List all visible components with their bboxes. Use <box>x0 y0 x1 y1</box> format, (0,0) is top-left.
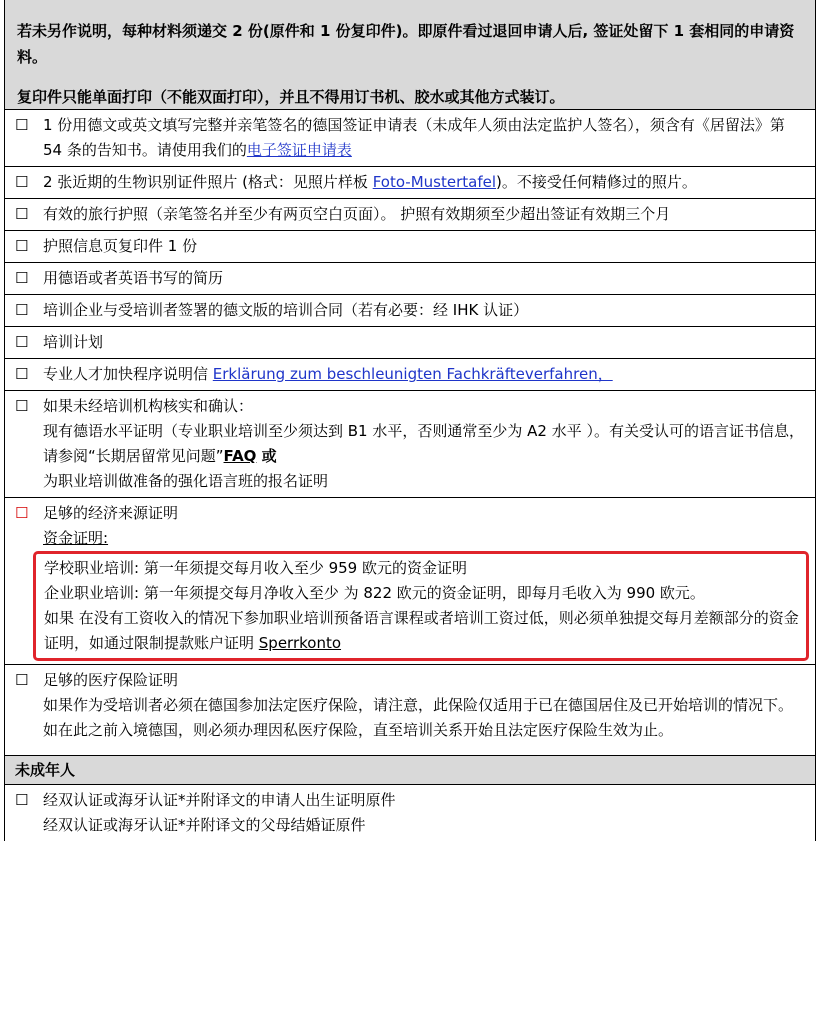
item-text: 用德语或者英语书写的简历 <box>43 269 224 287</box>
checkbox-icon[interactable]: ☐ <box>15 237 29 255</box>
item-text: 1 份用德文或英文填写完整并亲笔签名的德国签证申请表（未成年人须由法定监护人签名），须含有《居留法》第 54 条的告知书。请使用我们的 <box>43 116 785 159</box>
language-requirement: 现有德语水平证明（专业职业培训至少须达到 B1 水平，否则通常至少为 A2 水平 ）。有关受认可的语言证书信息，请参阅“长期居留常见问题” <box>43 422 804 465</box>
checkbox-icon[interactable]: ☐ <box>15 301 29 319</box>
item-cv <box>5 263 815 295</box>
fast-track-declaration-link[interactable]: Erklärung zum beschleunigten Fachkräfteverfahren， <box>212 365 613 383</box>
item-text: 护照信息页复印件 1 份 <box>43 237 198 255</box>
item-text-after: )。不接受任何精修过的照片。 <box>496 173 697 191</box>
or-text: 或 <box>256 447 277 465</box>
instructions-header <box>5 0 815 110</box>
item-photos <box>5 167 815 199</box>
document-sheet <box>4 0 816 841</box>
checkbox-icon[interactable]: ☐ <box>15 791 29 809</box>
section-minors: 未成年人 <box>5 756 815 785</box>
checkbox-icon[interactable]: ☐ <box>15 671 29 689</box>
insurance-title: 足够的医疗保险证明 <box>43 671 179 689</box>
sperrkonto-link[interactable]: Sperrkonto <box>258 634 342 652</box>
item-text: 2 张近期的生物识别证件照片 (格式：见照片样板 <box>43 173 373 191</box>
prep-course-requirement: 如果 在没有工资收入的情况下参加职业培训预备语言课程或者培训工资过低，则必须单独提交每月差额部分的资金证明，如通过限制提款账户证明 <box>44 609 799 652</box>
checkbox-icon[interactable]: ☐ <box>15 504 29 522</box>
finance-subtitle: 资金证明: <box>43 529 109 547</box>
item-training-plan <box>5 327 815 359</box>
item-health-insurance <box>5 665 815 756</box>
marriage-certificate: 经双认证或海牙认证*并附译文的父母结婚证原件 <box>43 816 366 834</box>
instructions-printing: 复印件只能单面打印（不能双面打印），并且不得用订书机、胶水或其他方式装订。 <box>17 88 565 106</box>
item-text: 专业人才加快程序说明信 <box>43 365 213 383</box>
checkbox-icon[interactable]: ☐ <box>15 116 29 134</box>
birth-certificate: 经双认证或海牙认证*并附译文的申请人出生证明原件 <box>43 791 396 809</box>
company-training-requirement: 企业职业培训: 第一年须提交每月净收入至少 为 822 欧元的资金证明，即每月毛收入为 990 欧元。 <box>44 584 705 602</box>
faq-link[interactable]: FAQ <box>223 447 257 465</box>
checkbox-icon[interactable]: ☐ <box>15 173 29 191</box>
highlight-box <box>33 551 809 661</box>
item-passport-copy <box>5 231 815 263</box>
insurance-text: 如果作为受培训者必须在德国参加法定医疗保险，请注意，此保险仅适用于已在德国居住及已开始培训的情况下。如在此之前入境德国，则必须办理因私医疗保险，直至培训关系开始且法定医疗保险生效为止。 <box>43 696 794 739</box>
checkbox-icon[interactable]: ☐ <box>15 205 29 223</box>
item-text: 培训企业与受培训者签署的德文版的培训合同（若有必要：经 IHK 认证） <box>43 301 529 319</box>
language-condition: 如果未经培训机构核实和确认： <box>43 397 254 415</box>
checkbox-icon[interactable]: ☐ <box>15 333 29 351</box>
item-application-form <box>5 110 815 167</box>
checkbox-icon[interactable]: ☐ <box>15 365 29 383</box>
item-text: 有效的旅行护照（亲笔签名并至少有两页空白页面）。 护照有效期须至少超出签证有效期三个月 <box>43 205 671 223</box>
item-training-contract <box>5 295 815 327</box>
finance-title: 足够的经济来源证明 <box>43 504 179 522</box>
foto-mustertafel-link[interactable]: Foto-Mustertafel <box>372 173 497 191</box>
item-fast-track-letter <box>5 359 815 391</box>
item-text: 培训计划 <box>43 333 104 351</box>
checkbox-icon[interactable]: ☐ <box>15 269 29 287</box>
checkbox-icon[interactable]: ☐ <box>15 397 29 415</box>
item-minor-documents <box>5 785 815 841</box>
language-course-alternative: 为职业培训做准备的强化语言班的报名证明 <box>43 472 329 490</box>
item-financial-proof <box>5 498 815 665</box>
e-visa-form-link[interactable]: 电子签证申请表 <box>246 141 352 159</box>
instructions-copies: 若未另作说明，每种材料须递交 2 份(原件和 1 份复印件)。即原件看过退回申请人后, 签证处留下 1 套相同的申请资料。 <box>17 22 795 66</box>
school-training-requirement: 学校职业培训: 第一年须提交每月收入至少 959 欧元的资金证明 <box>44 559 467 577</box>
item-passport <box>5 199 815 231</box>
item-language-proof <box>5 391 815 498</box>
